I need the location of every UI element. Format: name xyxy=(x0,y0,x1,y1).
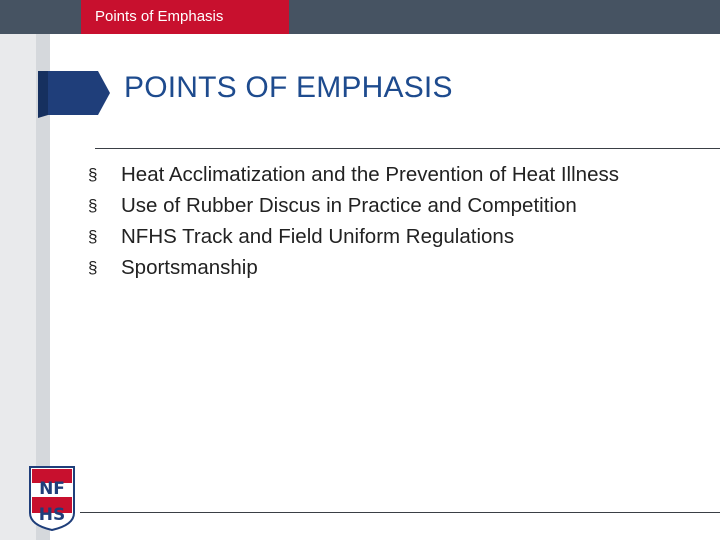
bullet-text: Use of Rubber Discus in Practice and Competition xyxy=(121,194,577,217)
bullet-marker: § xyxy=(88,258,98,277)
title-divider xyxy=(95,148,720,149)
footer-divider xyxy=(80,512,720,513)
bullet-marker: § xyxy=(88,196,98,215)
bullet-text: Sportsmanship xyxy=(121,256,258,279)
svg-text:NF: NF xyxy=(39,479,65,499)
slide-title: POINTS OF EMPHASIS xyxy=(124,71,453,104)
title-arrow-icon xyxy=(38,68,110,118)
bullet-text: Heat Acclimatization and the Prevention of Heat Illness xyxy=(121,163,619,186)
bullet-text: NFHS Track and Field Uniform Regulations xyxy=(121,225,515,248)
section-tab xyxy=(81,0,289,34)
svg-text:HS: HS xyxy=(38,505,66,525)
bullet-marker: § xyxy=(88,227,98,246)
nfhs-logo-icon xyxy=(28,465,76,531)
section-tab-label: Points of Emphasis xyxy=(95,8,224,25)
bullet-marker: § xyxy=(88,165,98,184)
